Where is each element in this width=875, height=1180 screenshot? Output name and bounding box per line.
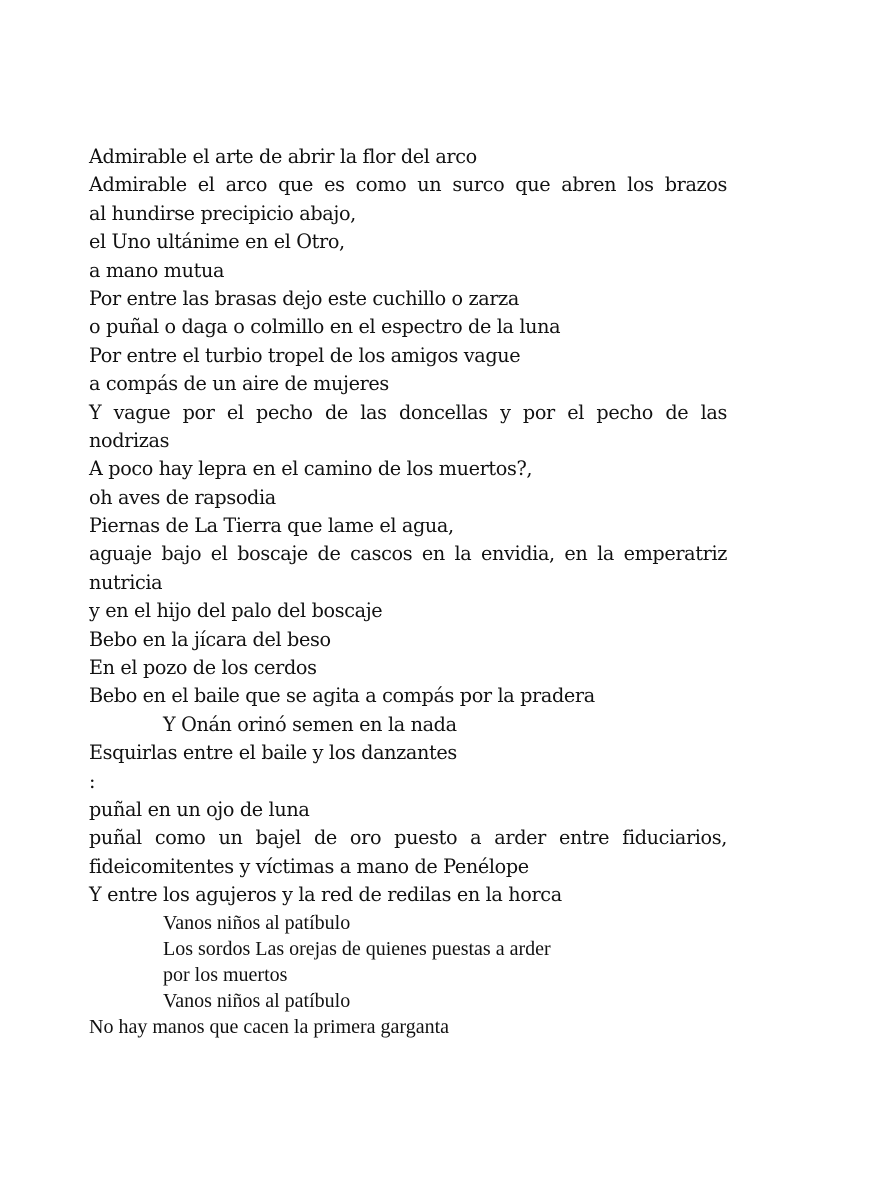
poem-line-indented: Los sordos Las orejas de quienes puestas a arder — [163, 937, 551, 960]
poem-line: No hay manos que cacen la primera garganta — [89, 1016, 450, 1039]
poem-line: fideicomitentes y víctimas a mano de Penélope — [89, 854, 529, 878]
poem-line: nodrizas — [89, 428, 170, 452]
poem-line: Y vague por el pecho de las doncellas y por el pecho de las — [89, 400, 727, 424]
poem-line: En el pozo de los cerdos — [89, 656, 317, 680]
poem-line: Esquirlas entre el baile y los danzantes — [89, 741, 457, 765]
poem-line-indented: por los muertos — [163, 963, 288, 986]
poem-line: a mano mutua — [89, 258, 225, 282]
poem-line: Piernas de La Tierra que lame el agua, — [89, 514, 454, 538]
poem-line-indented: Y Onán orinó semen en la nada — [163, 712, 457, 736]
poem-line: Y entre los agujeros y la red de redilas en la horca — [89, 883, 562, 907]
poem-line: Bebo en la jícara del beso — [89, 627, 331, 651]
poem-line: nutricia — [89, 570, 163, 594]
poem-line: Por entre las brasas dejo este cuchillo o zarza — [89, 286, 519, 310]
poem-line: oh aves de rapsodia — [89, 485, 276, 509]
poem-line: o puñal o daga o colmillo en el espectro de la luna — [89, 315, 561, 339]
poem-line-indented: Vanos niños al patíbulo — [163, 911, 351, 934]
poem-line: A poco hay lepra en el camino de los muertos?, — [89, 457, 533, 481]
poem-line: Admirable el arte de abrir la flor del arco — [89, 145, 477, 168]
poem-line: Bebo en el baile que se agita a compás por la pradera — [89, 684, 595, 708]
poem-line: al hundirse precipicio abajo, — [89, 201, 356, 225]
poem-tail — [89, 910, 727, 1041]
poem-line: : — [89, 769, 96, 793]
poem-line: el Uno ultánime en el Otro, — [89, 230, 345, 254]
poem-line: y en el hijo del palo del boscaje — [89, 599, 383, 623]
poem-line: a compás de un aire de mujeres — [89, 372, 389, 396]
poem-line: puñal en un ojo de luna — [89, 797, 310, 821]
poem-line: Admirable el arco que es como un surco que abren los brazos — [89, 173, 727, 197]
poem-line: Por entre el turbio tropel de los amigos vague — [89, 343, 521, 367]
poem-page — [89, 143, 727, 1040]
poem-line: aguaje bajo el boscaje de cascos en la envidia, en la emperatriz — [89, 542, 727, 566]
poem-body — [89, 143, 727, 910]
poem-line: puñal como un bajel de oro puesto a arder entre fiduciarios, — [89, 826, 727, 850]
poem-line-indented: Vanos niños al patíbulo — [163, 990, 351, 1013]
